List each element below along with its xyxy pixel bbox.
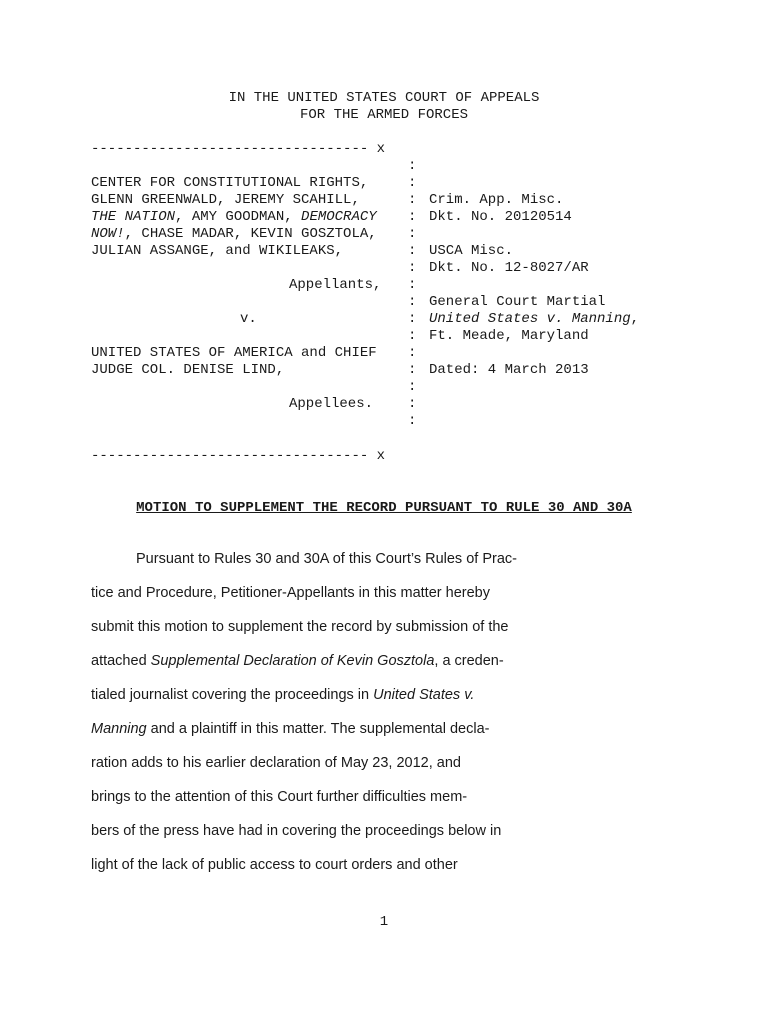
case-name: United States v. Manning [429, 311, 631, 327]
caption-colon: : [408, 277, 417, 293]
caption-docket-line: USCA Misc. [429, 243, 514, 259]
caption-party-line: Appellants, [289, 277, 382, 293]
motion-title: MOTION TO SUPPLEMENT THE RECORD PURSUANT TO RULE 30 AND 30A [136, 500, 632, 516]
caption-rule-bottom: --------------------------------- x [91, 448, 386, 464]
body-line: ration adds to his earlier declaration of May 23, 2012, and [91, 755, 461, 771]
page-number: 1 [379, 914, 389, 930]
caption-colon: : [408, 328, 417, 344]
body-line: light of the lack of public access to court orders and other [91, 857, 458, 873]
body-line: tice and Procedure, Petitioner-Appellants in this matter hereby [91, 585, 490, 601]
italic-text: THE NATION [91, 209, 176, 225]
plain-text: , [630, 311, 640, 327]
caption-colon: : [408, 362, 417, 378]
court-name-line-2: FOR THE ARMED FORCES [299, 107, 469, 123]
body-line: bers of the press have had in covering the proceedings below in [91, 823, 502, 839]
caption-colon: : [408, 192, 417, 208]
caption-party-line [91, 209, 377, 226]
caption-colon: : [408, 175, 417, 191]
caption-rule-top: --------------------------------- x [91, 141, 386, 157]
caption-party-line: UNITED STATES OF AMERICA and CHIEF [91, 345, 377, 361]
caption-docket-line: General Court Martial [429, 294, 606, 310]
plain-text: , CHASE MADAR, KEVIN GOSZTOLA, [124, 226, 377, 242]
exhibit-title: Supplemental Declaration of Kevin Gosztola [150, 653, 435, 669]
body-text: tialed journalist covering the proceedings in [91, 687, 374, 703]
caption-colon: : [408, 413, 417, 429]
body-text: , a creden- [434, 653, 504, 669]
caption-party-line [91, 226, 377, 243]
body-text: attached [91, 653, 151, 669]
case-name: Manning [91, 721, 147, 737]
caption-colon: : [408, 158, 417, 174]
body-line [91, 687, 474, 704]
caption-party-line: GLENN GREENWALD, JEREMY SCAHILL, [91, 192, 360, 208]
caption-docket-line [429, 311, 639, 328]
caption-docket-line: Dated: 4 March 2013 [429, 362, 589, 378]
court-name-line-1: IN THE UNITED STATES COURT OF APPEALS [228, 90, 540, 106]
caption-party-line: v. [240, 311, 257, 327]
body-text: and a plaintiff in this matter. The supplemental decla- [146, 721, 490, 737]
caption-colon: : [408, 294, 417, 310]
caption-party-line: JUDGE COL. DENISE LIND, [91, 362, 285, 378]
caption-party-line: JULIAN ASSANGE, and WIKILEAKS, [91, 243, 344, 259]
caption-party-line: Appellees. [289, 396, 374, 412]
case-name: United States v. [373, 687, 475, 703]
caption-colon: : [408, 260, 417, 276]
body-line: brings to the attention of this Court further difficulties mem- [91, 789, 468, 805]
caption-docket-line: Crim. App. Misc. [429, 192, 564, 208]
caption-party-line: CENTER FOR CONSTITUTIONAL RIGHTS, [91, 175, 369, 191]
italic-text: DEMOCRACY [301, 209, 377, 225]
caption-docket-line: Dkt. No. 20120514 [429, 209, 572, 225]
body-line: submit this motion to supplement the record by submission of the [91, 619, 509, 635]
body-line [91, 721, 489, 738]
caption-docket-line: Dkt. No. 12-8027/AR [429, 260, 589, 276]
caption-colon: : [408, 345, 417, 361]
caption-docket-line: Ft. Meade, Maryland [429, 328, 589, 344]
caption-colon: : [408, 209, 417, 225]
body-line: Pursuant to Rules 30 and 30A of this Court’s Rules of Prac- [136, 551, 517, 567]
plain-text: , AMY GOODMAN, [175, 209, 302, 225]
caption-colon: : [408, 226, 417, 242]
caption-colon: : [408, 379, 417, 395]
italic-text: NOW! [91, 226, 125, 242]
body-line [91, 653, 504, 670]
caption-colon: : [408, 243, 417, 259]
caption-colon: : [408, 396, 417, 412]
caption-colon: : [408, 311, 417, 327]
